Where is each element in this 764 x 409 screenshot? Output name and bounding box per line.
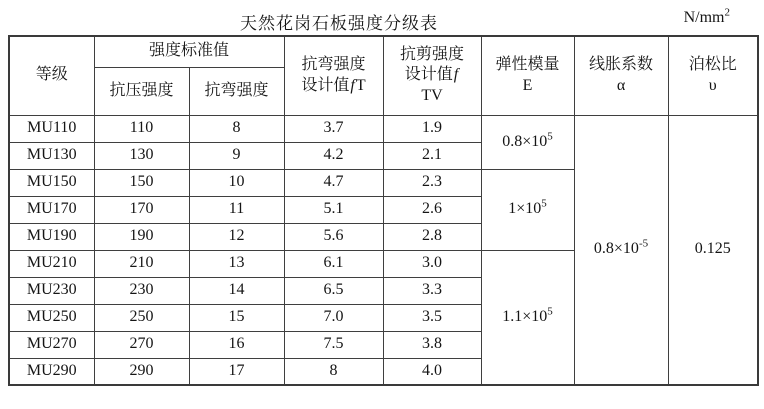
grade-cell: MU250: [9, 304, 94, 331]
header-flexural-design-line2: 设计值: [301, 76, 350, 94]
shear-design-cell: 2.8: [383, 223, 481, 250]
flexural-design-cell: 4.2: [284, 142, 383, 169]
flexural-design-cell: 7.0: [284, 304, 383, 331]
compressive-cell: 270: [94, 331, 189, 358]
grade-cell: MU190: [9, 223, 94, 250]
grade-cell: MU110: [9, 115, 94, 142]
header-grade: 等级: [9, 36, 94, 115]
flexural-design-cell: 4.7: [284, 169, 383, 196]
flexural-design-cell: 6.5: [284, 277, 383, 304]
unit-exponent: 2: [724, 6, 730, 19]
grade-cell: MU230: [9, 277, 94, 304]
poisson-ratio-cell: 0.125: [668, 115, 758, 385]
flexural-cell: 13: [189, 250, 284, 277]
flexural-cell: 16: [189, 331, 284, 358]
header-poisson-ratio: [668, 36, 758, 115]
header-flexural-design: [284, 36, 383, 115]
flexural-design-cell: 5.6: [284, 223, 383, 250]
header-expansion-symbol: α: [616, 76, 626, 94]
shear-design-cell: 3.5: [383, 304, 481, 331]
header-elastic-symbol: E: [522, 76, 533, 94]
header-shear-design-sub: TV: [421, 87, 443, 105]
flexural-cell: 9: [189, 142, 284, 169]
flexural-design-cell: 3.7: [284, 115, 383, 142]
elastic-modulus-cell: [481, 169, 574, 250]
elastic-value: 1.1×10: [502, 307, 548, 325]
shear-design-cell: 2.1: [383, 142, 481, 169]
header-shear-design-line2: 设计值: [404, 66, 453, 84]
expansion-coefficient-cell: [574, 115, 668, 385]
header-shear-design-line1: 抗剪强度: [400, 45, 465, 63]
header-shear-design: [383, 36, 481, 115]
grade-cell: MU290: [9, 358, 94, 385]
compressive-cell: 170: [94, 196, 189, 223]
compressive-cell: 250: [94, 304, 189, 331]
elastic-modulus-cell: [481, 250, 574, 385]
shear-design-cell: 3.8: [383, 331, 481, 358]
grade-cell: MU170: [9, 196, 94, 223]
table-row: [9, 115, 758, 142]
flexural-design-cell: 6.1: [284, 250, 383, 277]
header-standard-group: 强度标准值: [94, 36, 284, 67]
header-expansion-line1: 线胀系数: [589, 55, 654, 73]
compressive-cell: 150: [94, 169, 189, 196]
elastic-exponent: 5: [541, 197, 547, 210]
flexural-design-cell: 8: [284, 358, 383, 385]
shear-design-cell: 3.3: [383, 277, 481, 304]
flexural-design-cell: 5.1: [284, 196, 383, 223]
elastic-modulus-cell: [481, 115, 574, 169]
grade-cell: MU130: [9, 142, 94, 169]
shear-design-cell: 3.0: [383, 250, 481, 277]
header-poisson-symbol: υ: [708, 76, 717, 94]
flexural-cell: 17: [189, 358, 284, 385]
shear-design-cell: 4.0: [383, 358, 481, 385]
expansion-value: 0.8×10: [593, 240, 639, 258]
title-row: [0, 0, 764, 35]
grade-cell: MU150: [9, 169, 94, 196]
flexural-cell: 11: [189, 196, 284, 223]
header-flexural-design-sub: T: [355, 76, 366, 94]
strength-grading-table: [8, 35, 759, 386]
header-flexural-design-line1: 抗弯强度: [301, 55, 366, 73]
unit-label: [683, 6, 730, 27]
compressive-cell: 290: [94, 358, 189, 385]
elastic-value: 0.8×10: [502, 132, 548, 150]
compressive-cell: 110: [94, 115, 189, 142]
elastic-exponent: 5: [547, 305, 553, 318]
compressive-cell: 230: [94, 277, 189, 304]
f-symbol: f: [350, 76, 355, 94]
flexural-cell: 15: [189, 304, 284, 331]
elastic-exponent: 5: [547, 130, 553, 143]
header-expansion-coefficient: [574, 36, 668, 115]
expansion-exponent: -5: [638, 238, 649, 251]
grade-cell: MU210: [9, 250, 94, 277]
flexural-cell: 8: [189, 115, 284, 142]
flexural-cell: 14: [189, 277, 284, 304]
compressive-cell: 210: [94, 250, 189, 277]
elastic-value: 1×10: [508, 200, 542, 218]
flexural-design-cell: 7.5: [284, 331, 383, 358]
flexural-cell: 10: [189, 169, 284, 196]
compressive-cell: 130: [94, 142, 189, 169]
shear-design-cell: 2.6: [383, 196, 481, 223]
compressive-cell: 190: [94, 223, 189, 250]
shear-design-cell: 1.9: [383, 115, 481, 142]
header-elastic-line1: 弹性模量: [495, 55, 560, 73]
shear-design-cell: 2.3: [383, 169, 481, 196]
unit-base: N/mm: [683, 9, 725, 26]
header-compressive-strength: 抗压强度: [94, 67, 189, 115]
header-poisson-line1: 泊松比: [688, 55, 737, 73]
header-flexural-strength: 抗弯强度: [189, 67, 284, 115]
flexural-cell: 12: [189, 223, 284, 250]
grade-cell: MU270: [9, 331, 94, 358]
f-symbol: f: [453, 66, 459, 84]
page-title: 天然花岗石板强度分级表: [240, 14, 438, 33]
header-elastic-modulus: [481, 36, 574, 115]
